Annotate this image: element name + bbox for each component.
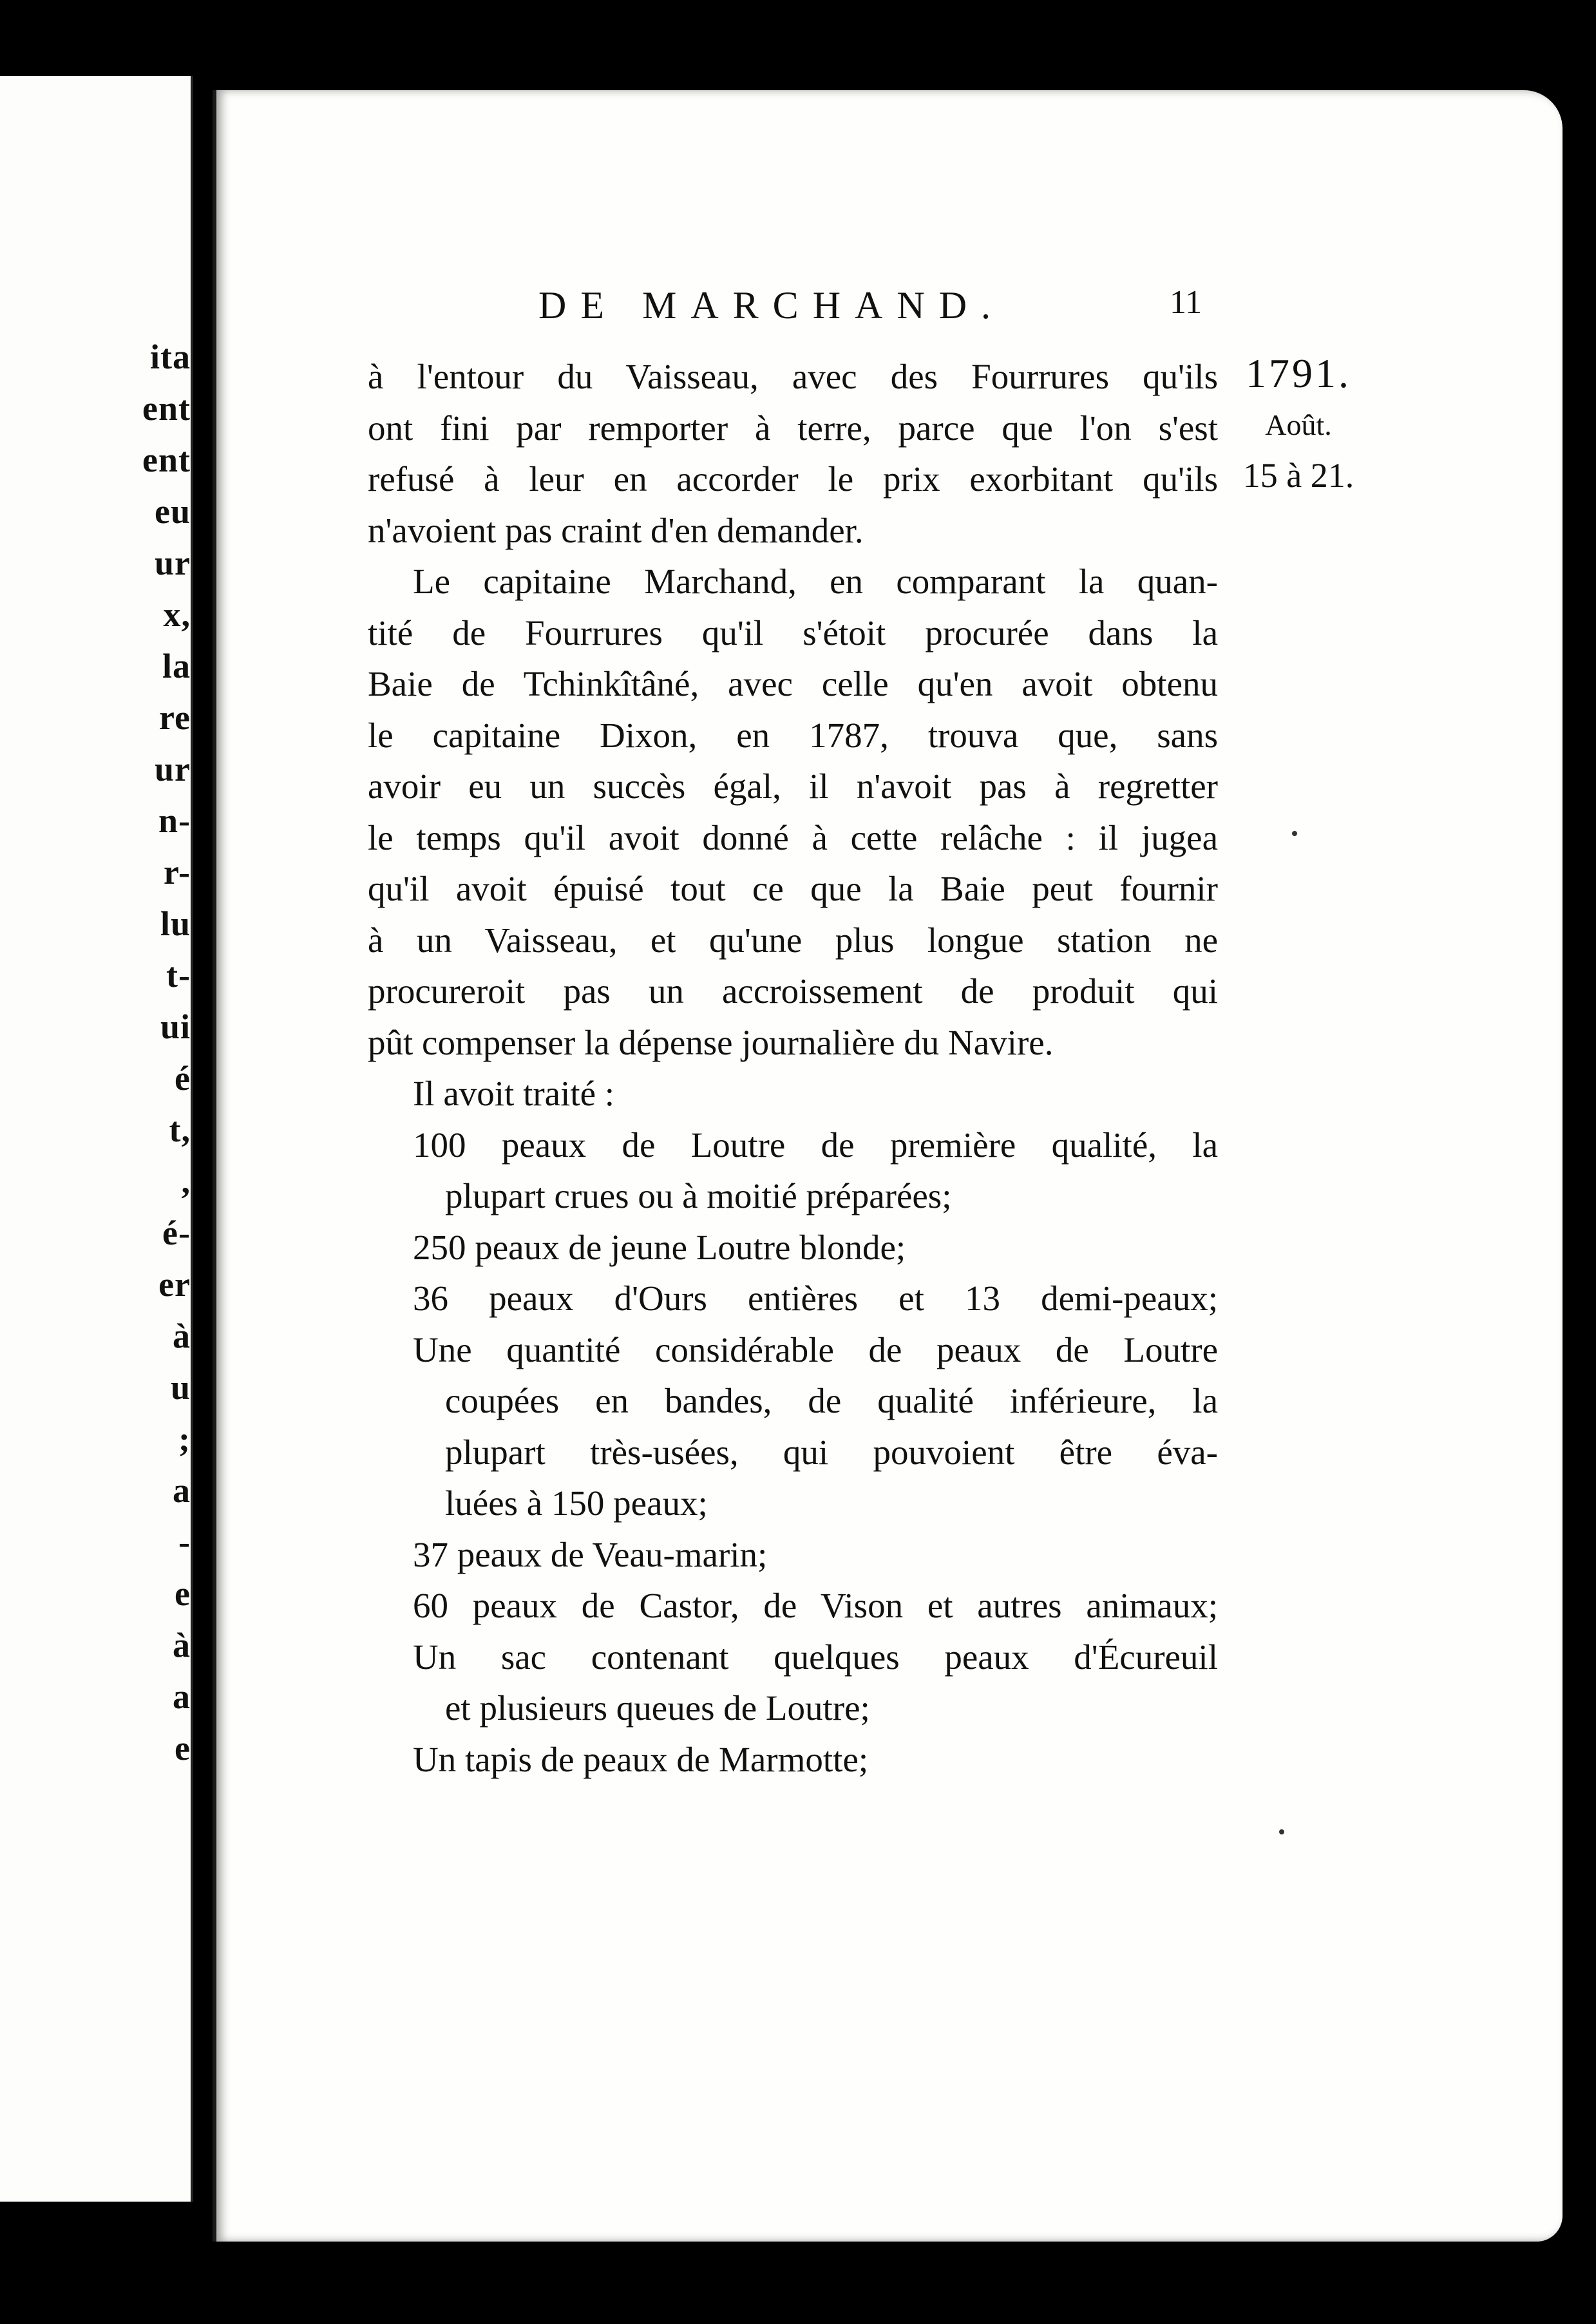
inventory-line: Un sac contenant quelques peaux d'Écureuil — [413, 1637, 1218, 1677]
fragment: ui — [160, 1007, 191, 1046]
text-line: Le capitaine Marchand, en comparant la quan- — [413, 562, 1218, 601]
ink-speck — [1279, 1829, 1284, 1834]
fragment: ur — [155, 750, 191, 788]
text-line: qu'il avoit épuisé tout ce que la Baie peut fournir — [368, 869, 1218, 908]
fragment: ; — [178, 1420, 191, 1458]
fragment: ent — [142, 389, 191, 428]
fragment: ita — [150, 338, 191, 376]
fragment: - — [178, 1523, 191, 1561]
fragment: à — [173, 1626, 191, 1664]
inventory-line: Une quantité considérable de peaux de Loutre — [413, 1329, 1218, 1369]
fragment: t, — [169, 1110, 191, 1149]
fragment: x, — [163, 595, 191, 634]
text-line: tité de Fourrures qu'il s'étoit procurée dans la — [368, 613, 1218, 652]
text-line: à l'entour du Vaisseau, avec des Fourrures qu'ils — [368, 357, 1218, 396]
margin-dates: 15 à 21. — [1242, 456, 1354, 495]
fragment: e — [175, 1729, 191, 1767]
running-head: DE MARCHAND. — [538, 284, 1005, 327]
page-body-text — [368, 351, 1218, 1785]
fragment: lu — [160, 904, 191, 943]
fragment: , — [181, 1162, 191, 1201]
text-line: Baie de Tchinkîtâné, avec celle qu'en avoit obtenu — [368, 664, 1218, 703]
fragment: à — [173, 1317, 191, 1355]
inventory-line: luées à 150 peaux; — [445, 1483, 708, 1523]
fragment: e — [175, 1574, 191, 1613]
ink-speck — [1292, 831, 1297, 836]
fragment: ent — [142, 441, 191, 479]
inventory-line: 60 peaux de Castor, de Vison et autres animaux; — [413, 1586, 1218, 1625]
inventory-line: coupées en bandes, de qualité inférieure, la — [445, 1381, 1218, 1420]
fragment: a — [173, 1471, 191, 1510]
fragment: eu — [155, 492, 191, 531]
inventory-line: plupart très-usées, qui pouvoient être éva- — [445, 1432, 1218, 1472]
margin-date-note — [1234, 348, 1363, 502]
margin-year: 1791. — [1246, 350, 1351, 396]
fragment: la — [162, 647, 191, 685]
page-number: 11 — [1170, 284, 1202, 321]
fragment: é — [175, 1059, 191, 1098]
book-page — [213, 90, 1563, 2242]
text-line: le temps qu'il avoit donné à cette relâche : il jugea — [368, 817, 1218, 857]
inventory-line: Un tapis de peaux de Marmotte; — [413, 1739, 869, 1779]
text-line: Il avoit traité : — [413, 1074, 615, 1113]
fragment: n- — [158, 801, 191, 840]
inventory-line: 250 peaux de jeune Loutre blonde; — [413, 1227, 906, 1267]
inventory-line: 37 peaux de Veau-marin; — [413, 1534, 768, 1574]
previous-page-edge — [0, 76, 193, 2202]
text-line: pût compenser la dépense journalière du Navire. — [368, 1022, 1054, 1062]
text-line: refusé à leur en accorder le prix exorbitant qu'ils — [368, 459, 1218, 499]
text-line: procureroit pas un accroissement de produit qui — [368, 971, 1218, 1011]
text-line: n'avoient pas craint d'en demander. — [368, 510, 864, 550]
text-line: ont fini par remporter à terre, parce que l'on s'est — [368, 408, 1218, 448]
fragment: u — [170, 1368, 191, 1407]
inventory-line: plupart crues ou à moitié préparées; — [445, 1176, 952, 1215]
fragment: é- — [162, 1214, 191, 1252]
inventory-line: et plusieurs queues de Loutre; — [445, 1688, 870, 1728]
text-line: le capitaine Dixon, en 1787, trouva que, sans — [368, 715, 1218, 755]
text-line: à un Vaisseau, et qu'une plus longue station ne — [368, 920, 1218, 960]
inventory-line: 36 peaux d'Ours entières et 13 demi-peaux; — [413, 1279, 1218, 1318]
fragment: er — [158, 1265, 191, 1304]
fragment: t- — [166, 956, 191, 995]
fragment: a — [173, 1677, 191, 1716]
inventory-line: 100 peaux de Loutre de première qualité, la — [413, 1125, 1218, 1165]
previous-page-text-fragments — [0, 76, 191, 2202]
margin-month: Août. — [1265, 408, 1332, 441]
fragment: r- — [164, 853, 191, 891]
fragment: re — [159, 698, 191, 737]
text-line: avoir eu un succès égal, il n'avoit pas à regretter — [368, 767, 1218, 806]
fragment: ur — [155, 544, 191, 582]
